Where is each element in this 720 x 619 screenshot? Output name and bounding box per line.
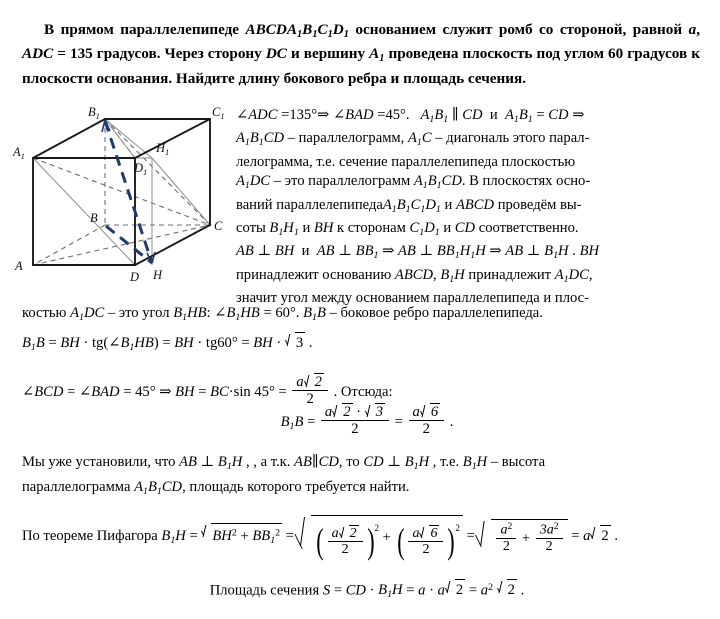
paren-group-1: ( $\frac{a 2}{2}$ )$^2$ (315, 520, 380, 561)
label-a1: $A_1$ (13, 145, 25, 161)
formula-lateral-edge: $B_1B$ = BH · $tg(\angle B_1HB)$ = BH · tg60° = BH · 3 . (22, 332, 712, 358)
label-d: D (130, 270, 140, 284)
frac-a2-over-2: $\frac{a^2}{2}$ (496, 522, 516, 556)
parallelepiped-figure (6, 106, 238, 292)
formula-pythagoras: По теореме Пифагора $B_1H = BH^2 + BB_1^2$ = ( $\frac{a 2}{2}$ )$^2$ + ( $\frac{a 6}{2}$ )$^2$ = $\frac{a^2}{2}$ + $\frac{3a^2}{2}$ = a 2 . (22, 515, 712, 559)
diagonal-b1-c (105, 119, 210, 225)
frac-a-sqrt2-over-2: $\frac{a 2}{2}$ (292, 373, 328, 409)
paren-group-2: ( $\frac{a 6}{2}$ )$^2$ (396, 520, 460, 561)
sol-line-5: ваний $параллелепипедаA_1B_1C_1D_1$ и ABCD проведём вы- (236, 196, 582, 215)
sol-line-9: значит угол между основанием параллелепипеда и плос- (236, 290, 589, 307)
label-h1: $H_1$ (156, 141, 170, 157)
height-bh: BH (313, 220, 334, 237)
sol-line-1: ∠ADC =135°⇒ ∠BAD =45°. $A_1B_1$ ∥ CD и $A_1B_1$ = CD ⇒ (236, 107, 585, 125)
frac-a-sqrt6-over-2: $\frac{a 6}{2}$ (409, 403, 445, 439)
sol-line-4: $A_1DC$ – это параллелограмм $A_1B_1CD$. В плоскостях осно- (236, 173, 591, 192)
side-cd: CD (454, 220, 476, 237)
frac-a-sqrt2-sqrt3-over-2: $\frac{a 2 \cdot 3}{2}$ (321, 403, 389, 439)
statement-part-3: , (696, 21, 700, 38)
diagonal-a1-c (33, 158, 210, 225)
edge-b-a (33, 225, 105, 265)
diagonal-a-c (33, 225, 210, 265)
label-b: B (90, 211, 98, 225)
edge-a1-b1 (33, 119, 105, 158)
height-b1-h (105, 121, 152, 263)
sqrt-bh2-bb12: $BH^2 + BB_1^2$ (202, 523, 282, 551)
line-a1-d (33, 158, 135, 265)
solution-paragraph-myuzhe: Мы уже установили, что AB ⊥ $B_1H$ , , а т.к. AB∥CD, то CD ⊥ $B_1H$ , т.е. $B_1H$ – высота параллелограмма $A_1B_1CD$, площадь которого требуется найти. (22, 454, 546, 497)
solution-line-10: костью $A_1DC$ – это угол $B_1HB$: $\angle B_1HB = 60^\circ$. $B_1B$ – боковое ребро параллелепипеда. (22, 305, 543, 323)
side-c1d1: $C_1D_1$ (409, 220, 440, 238)
sol-line-7: AB ⊥ BH и AB ⊥ $BB_1$ ⇒ AB ⊥ $BB_1H_1H$ ⇒ AB ⊥ $B_1H$ . BH (236, 243, 600, 262)
edge-c1-d1 (135, 119, 210, 158)
label-h: H (153, 268, 163, 282)
label-c: C (214, 219, 223, 233)
sol-line-2: $A_1B_1CD$ – параллелограмм, $A_1C$ – диагональ этого парал- (236, 130, 590, 149)
sol-line-6: соты $B_1H_1$ и BH к сторонам $C_1D_1$ и CD соответственно. (236, 220, 579, 238)
problem-statement (22, 20, 700, 88)
formula-bh: ∠BCD = ∠BAD = 45° ⇒ BH = BC·sin 45° = $\frac{a 2}{2}$ . Отсюда: (22, 374, 393, 408)
base-face-name: ABCD (455, 196, 495, 213)
formula-section-area: Площадь сечения S = CD · $B_1H = a \cdot a$ $2 = a^2$ 2 . (22, 578, 712, 605)
sol-line-3: лелограмма, т.е. сечение параллелепипеда плоскостью (236, 153, 576, 170)
sqrt-3: 3 (286, 332, 305, 353)
sqrt-simplified: $\frac{a^2}{2}$ + $\frac{3a^2}{2}$ (478, 519, 567, 556)
label-b1: $B_1$ (88, 106, 100, 121)
label-d1: $D_1$ (134, 161, 148, 177)
solid-name: $ABCDA_1B_1C_1D_1$ (245, 21, 349, 40)
statement-part-5: и вершину (286, 45, 370, 63)
solution-column (236, 106, 714, 309)
label-c1: $C_1$ (212, 106, 225, 121)
diag-a1c: $A_1C$ (407, 130, 432, 149)
side-dc: DC (265, 45, 287, 63)
angle-adc: ADC (22, 45, 54, 63)
frac-3a2-over-2: $\frac{3a^2}{2}$ (536, 522, 563, 556)
side-length-a: a (688, 21, 697, 38)
top-face-name: $A_1B_1C_1D_1$ (382, 196, 441, 215)
highlight-lines (105, 121, 152, 263)
sqrt-sum-of-squares: ( $\frac{a 2}{2}$ )$^2$ + ( $\frac{a 6}{2}$ )$^2$ (298, 515, 463, 559)
label-a: A (15, 259, 23, 273)
statement-part-1: В прямом параллелепипеде (44, 21, 246, 38)
height-b1h1: $B_1H_1$ (269, 220, 299, 238)
line-h1-c (152, 158, 210, 225)
sol-line-8: принадлежит основанию ABCD, $B_1H$ принадлежит $A_1DC$, (236, 266, 593, 285)
vertex-a1: $A_1$ (369, 45, 385, 65)
statement-part-6: проведена плоскость под углом 60 градусов к плоскости основания. Найдите длину бокового ребра и площадь сечения. (22, 45, 700, 87)
seg-a1b1-2: $A_1B_1$ (504, 107, 533, 125)
statement-part-2: основанием служит ромб со стороной, равной (348, 21, 689, 38)
seg-a1b1: $A_1B_1$ (420, 107, 449, 125)
quad-a1b1cd: $A_1B_1CD$ (236, 130, 285, 149)
statement-part-4: = 135 градусов. Через сторону (53, 45, 266, 63)
parallelepiped-svg (6, 106, 238, 292)
quad-a1b1cd-2: $A_1B_1CD$ (413, 173, 462, 192)
plane-a1dc: $A_1DC$ (236, 173, 271, 192)
formula-b1b-result: $B_1B$ = $\frac{a 2 \cdot 3}{2}$ = $\frac{a 6}{2}$ . (280, 404, 454, 438)
